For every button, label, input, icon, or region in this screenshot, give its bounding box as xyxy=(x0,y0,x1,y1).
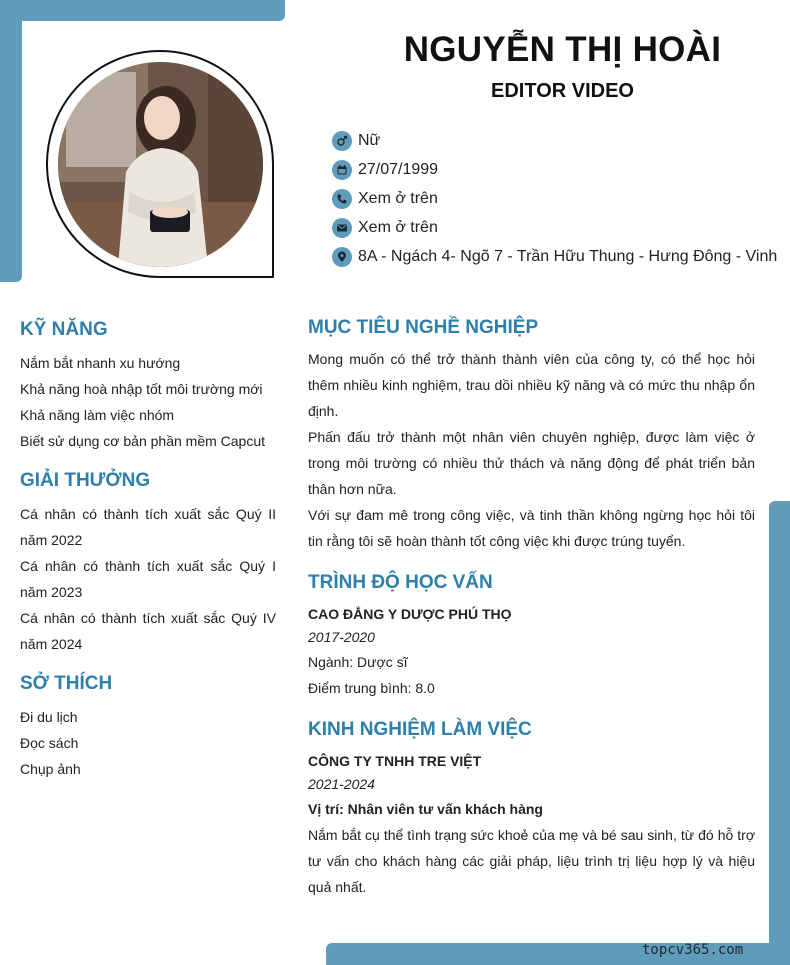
job-title: EDITOR VIDEO xyxy=(491,80,634,102)
phone-text: Xem ở trên xyxy=(358,190,438,207)
award-item: Cá nhân có thành tích xuất sắc Quý IV năm 2024 xyxy=(20,610,276,652)
hobby-item: Chụp ảnh xyxy=(20,761,81,777)
birthday-text: 27/07/1999 xyxy=(358,161,439,178)
experience-position: Vị trí: Nhân viên tư vấn khách hàng xyxy=(308,801,543,817)
contact-birthday xyxy=(332,159,438,181)
address-text: 8A - Ngách 4- Ngõ 7 - Trần Hữu Thung - Hưng Đông - Vinh xyxy=(358,248,778,265)
hobby-item: Đọc sách xyxy=(20,735,79,751)
email-icon xyxy=(332,218,352,238)
award-item: Cá nhân có thành tích xuất sắc Quý II năm 2022 xyxy=(20,506,276,548)
right-accent-bar xyxy=(769,501,790,965)
education-major: Ngành: Dược sĩ xyxy=(308,654,408,670)
calendar-icon xyxy=(332,160,352,180)
contact-email xyxy=(332,217,438,239)
skill-item: Nắm bắt nhanh xu hướng xyxy=(20,355,181,371)
contact-phone xyxy=(332,188,438,210)
profile-photo xyxy=(58,62,263,267)
experience-description: Nắm bắt cụ thể tình trạng sức khoẻ của mẹ và bé sau sinh, từ đó hỗ trợ tư vấn cho khách hàng các giải pháp, liệu trình trị liệu hợp lý và hiệu quả nhất. xyxy=(308,827,755,895)
gender-icon xyxy=(332,131,352,151)
hobbies-heading: SỞ THÍCH xyxy=(20,673,113,694)
candidate-name: NGUYỄN THỊ HOÀI xyxy=(403,30,722,69)
experience-period: 2021-2024 xyxy=(308,776,375,792)
experience-heading: KINH NGHIỆM LÀM VIỆC xyxy=(308,719,532,740)
award-item: Cá nhân có thành tích xuất sắc Quý I năm 2023 xyxy=(20,558,276,600)
gender-text: Nữ xyxy=(358,132,381,149)
objective-paragraph: Với sự đam mê trong công việc, và tinh thần không ngừng học hỏi tôi tin rằng tôi sẽ hoàn thành tốt công việc khi được trúng tuyển. xyxy=(308,507,755,549)
skill-item: Khả năng hoà nhập tốt môi trường mới xyxy=(20,381,263,397)
school-name: CAO ĐẲNG Y DƯỢC PHÚ THỌ xyxy=(308,606,512,622)
company-name: CÔNG TY TNHH TRE VIỆT xyxy=(308,753,482,769)
education-gpa: Điểm trung bình: 8.0 xyxy=(308,680,435,696)
skill-item: Biết sử dụng cơ bản phần mềm Capcut xyxy=(20,433,266,449)
hobby-item: Đi du lịch xyxy=(20,709,78,725)
email-text: Xem ở trên xyxy=(358,219,438,236)
objective-paragraph: Mong muốn có thể trở thành thành viên của công ty, có thể học hỏi thêm nhiều kinh nghiệm, trau dồi nhiều kỹ năng và có mức thu nhập ổn định. xyxy=(308,351,755,419)
watermark: topcv365.com xyxy=(642,942,744,958)
phone-icon xyxy=(332,189,352,209)
skills-heading: KỸ NĂNG xyxy=(20,319,108,340)
top-accent-bar xyxy=(0,0,285,21)
education-period: 2017-2020 xyxy=(308,629,375,645)
left-accent-bar xyxy=(0,0,22,282)
objective-paragraph: Phấn đấu trở thành một nhân viên chuyên nghiệp, được làm việc ở trong môi trường có nhiều thử thách và năng động để phát triển bản thân hơn nữa. xyxy=(308,429,755,497)
contact-gender xyxy=(332,130,380,152)
objective-heading: MỤC TIÊU NGHỀ NGHIỆP xyxy=(308,317,539,338)
skill-item: Khả năng làm việc nhóm xyxy=(20,407,175,423)
location-pin-icon xyxy=(332,247,352,267)
contact-address xyxy=(332,246,777,268)
awards-heading: GIẢI THƯỞNG xyxy=(20,470,151,491)
education-heading: TRÌNH ĐỘ HỌC VẤN xyxy=(308,572,493,593)
